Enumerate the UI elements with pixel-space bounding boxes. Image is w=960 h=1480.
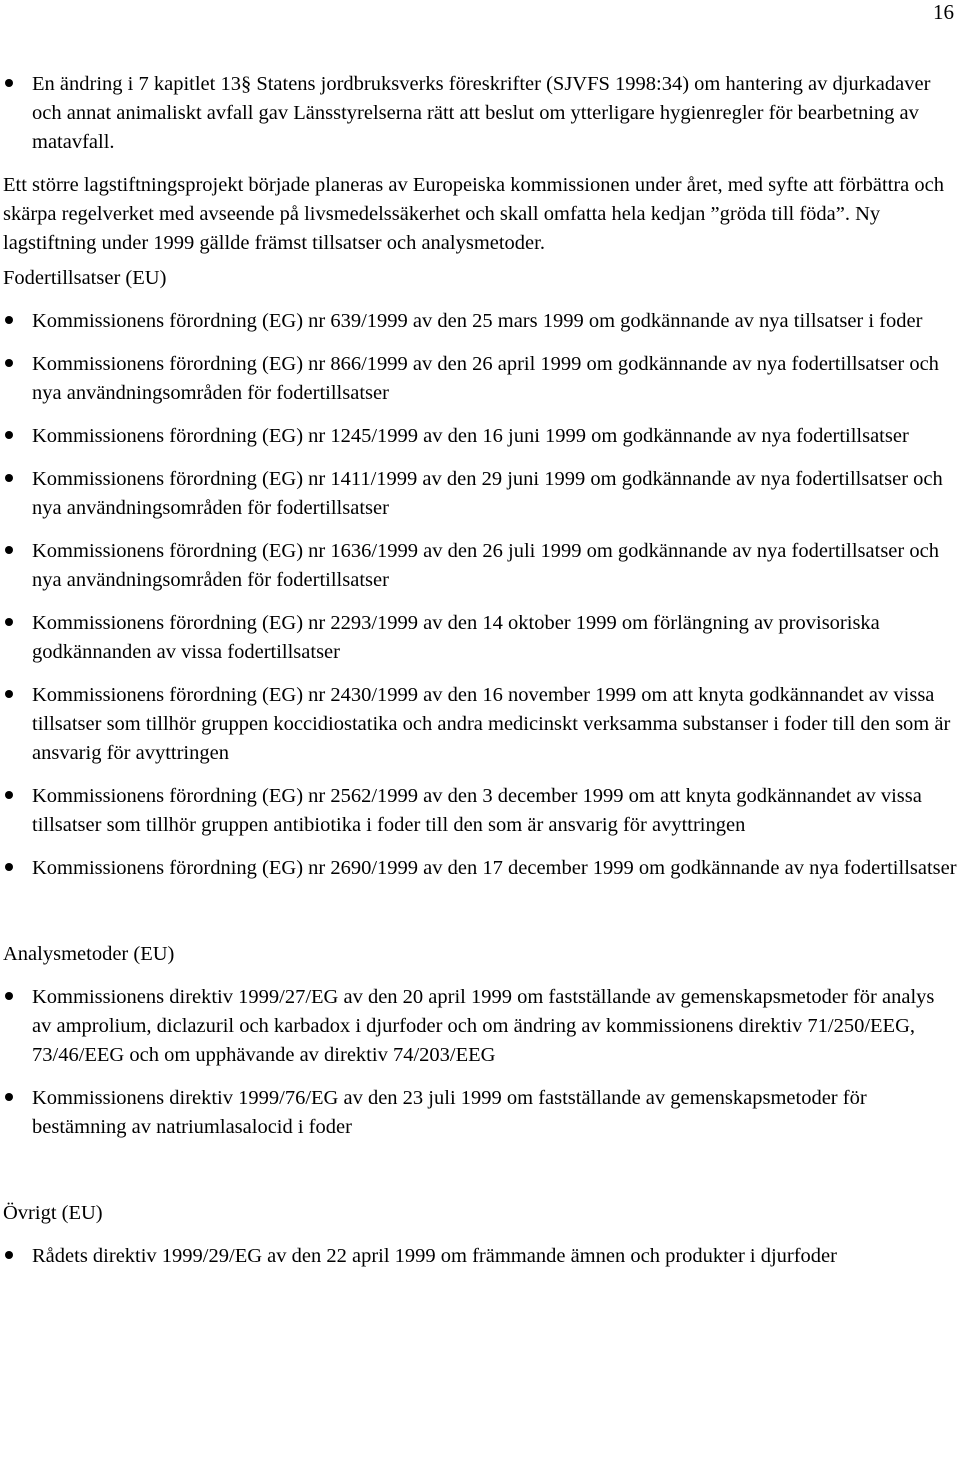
analysmetoder-list [3, 983, 958, 1142]
bullet-icon [3, 422, 32, 451]
list-item [3, 854, 958, 883]
list-item [3, 465, 958, 523]
bullet-icon [3, 1084, 32, 1113]
bullet-icon [3, 70, 32, 99]
list-item-text: Kommissionens förordning (EG) nr 1245/1999 av den 16 juni 1999 om godkännande av nya fodertillsatser [32, 425, 909, 447]
ovrigt-list [3, 1242, 958, 1271]
list-item [3, 983, 958, 1070]
bullet-icon [3, 782, 32, 811]
list-item [3, 681, 958, 768]
page-number: 16 [933, 0, 954, 24]
list-item-text: Rådets direktiv 1999/29/EG av den 22 april 1999 om främmande ämnen och produkter i djurfoder [32, 1245, 837, 1267]
list-item-text: Kommissionens förordning (EG) nr 639/1999 av den 25 mars 1999 om godkännande av nya tillsatser i foder [32, 310, 923, 332]
list-item-text: Kommissionens förordning (EG) nr 2430/1999 av den 16 november 1999 om att knyta godkännandet av vissa tillsatser som tillhör gruppen koccidiostatika och andra medicinskt verksamma substanser i foder till den som är ansvarig för avyttringen [32, 684, 951, 764]
bullet-icon [3, 350, 32, 379]
list-item-text: Kommissionens förordning (EG) nr 2562/1999 av den 3 december 1999 om att knyta godkännandet av vissa tillsatser som tillhör gruppen antibiotika i foder till den som är ansvarig för avyttringen [32, 785, 922, 836]
bullet-icon [3, 609, 32, 638]
bullet-icon [3, 681, 32, 710]
fodertillsatser-list [3, 307, 958, 883]
body-paragraph: Ett större lagstiftningsprojekt började planeras av Europeiska kommissionen under året, med syfte att förbättra och skärpa regelverket med avseende på livsmedelssäkerhet och skall omfatta hela kedjan ”gröda till föda”. Ny lagstiftning under 1999 gällde främst tillsatser och analysmetoder. [3, 174, 945, 254]
list-item-text: Kommissionens förordning (EG) nr 2293/1999 av den 14 oktober 1999 om förlängning av provisoriska godkännanden av vissa fodertillsatser [32, 612, 880, 663]
list-item-text: Kommissionens förordning (EG) nr 866/1999 av den 26 april 1999 om godkännande av nya fodertillsatser och nya användningsområden för fodertillsatser [32, 353, 939, 404]
list-item [3, 537, 958, 595]
list-item [3, 307, 958, 336]
section-heading-ovrigt: Övrigt (EU) [3, 1202, 103, 1224]
list-item-text: Kommissionens förordning (EG) nr 1636/1999 av den 26 juli 1999 om godkännande av nya fodertillsatser och nya användningsområden för fodertillsatser [32, 540, 939, 591]
document-body [3, 70, 958, 1271]
list-item-text: Kommissionens förordning (EG) nr 1411/1999 av den 29 juni 1999 om godkännande av nya fodertillsatser och nya användningsområden för fodertillsatser [32, 468, 943, 519]
bullet-icon [3, 1242, 32, 1271]
list-item [3, 1242, 958, 1271]
list-item-text: En ändring i 7 kapitlet 13§ Statens jordbruksverks föreskrifter (SJVFS 1998:34) om hantering av djurkadaver och annat animaliskt avfall gav Länsstyrelserna rätt att beslut om ytterligare hygienregler för bearbetning av matavfall. [32, 73, 931, 153]
list-item [3, 422, 958, 451]
list-item-text: Kommissionens förordning (EG) nr 2690/1999 av den 17 december 1999 om godkännande av nya fodertillsatser [32, 857, 957, 879]
list-item [3, 609, 958, 667]
list-item [3, 782, 958, 840]
bullet-icon [3, 537, 32, 566]
list-item-text: Kommissionens direktiv 1999/76/EG av den 23 juli 1999 om fastställande av gemenskapsmetoder för bestämning av natriumlasalocid i foder [32, 1087, 867, 1138]
list-item [3, 350, 958, 408]
bullet-icon [3, 854, 32, 883]
intro-bullet-list [3, 70, 958, 157]
list-item [3, 1084, 958, 1142]
list-item [3, 70, 958, 157]
bullet-icon [3, 983, 32, 1012]
bullet-icon [3, 465, 32, 494]
section-heading-analysmetoder: Analysmetoder (EU) [3, 943, 175, 965]
section-heading-fodertillsatser: Fodertillsatser (EU) [3, 267, 167, 289]
list-item-text: Kommissionens direktiv 1999/27/EG av den 20 april 1999 om fastställande av gemenskapsmetoder för analys av amprolium, diclazuril och karbadox i djurfoder och om ändring av kommissionens direktiv 71/250/EEG, 73/46/EEG och om upphävande av direktiv 74/203/EEG [32, 986, 935, 1066]
bullet-icon [3, 307, 32, 336]
